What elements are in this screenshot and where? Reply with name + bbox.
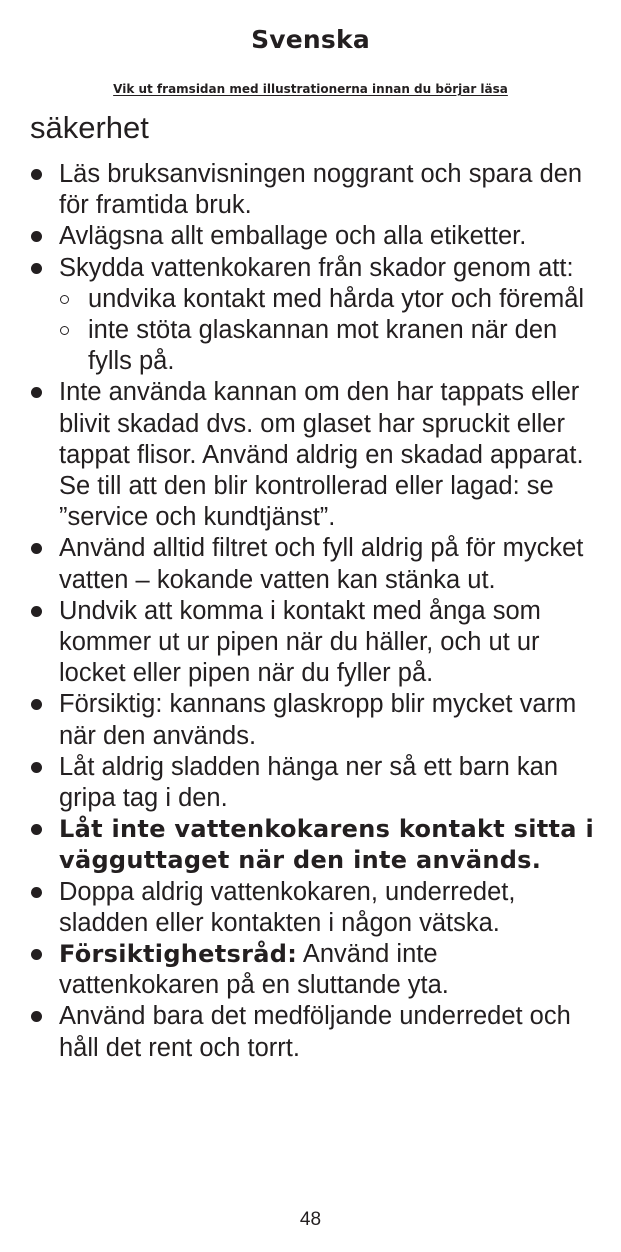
list-item	[30, 877, 600, 939]
bullet-icon	[31, 824, 42, 835]
list-item	[30, 1001, 600, 1063]
warning-text: Låt inte vattenkokarens kontakt sitta i vägguttaget när den inte används.	[59, 815, 594, 875]
list-item-text: Använd bara det medföljande underredet och håll det rent och torrt.	[59, 1002, 571, 1062]
list-item	[30, 752, 600, 814]
sub-list-item-text: undvika kontakt med hårda ytor och föremål	[88, 284, 585, 313]
sub-list	[59, 284, 600, 378]
list-item	[30, 533, 600, 595]
caution-label: Försiktighetsråd:	[59, 940, 298, 969]
list-item	[30, 253, 600, 378]
list-item-text: Avlägsna allt emballage och alla etiketter.	[59, 222, 527, 251]
list-item-warning	[30, 814, 600, 876]
page-number: 48	[299, 1209, 322, 1230]
list-item-text: Använd alltid filtret och fyll aldrig på för mycket vatten – kokande vatten kan stänka ut.	[59, 534, 584, 594]
list-item	[30, 939, 600, 1001]
bullet-icon	[31, 169, 42, 180]
bullet-icon	[31, 543, 42, 554]
list-item-text: Doppa aldrig vattenkokaren, underredet, sladden eller kontakten i någon vätska.	[59, 877, 516, 937]
list-item	[30, 221, 600, 252]
bullet-icon	[31, 231, 42, 242]
bullet-icon	[31, 887, 42, 898]
fold-out-instruction: Vik ut framsidan med illustrationerna innan du börjar läsa	[113, 82, 508, 96]
bullet-icon	[31, 387, 42, 398]
sub-list-item	[59, 284, 600, 315]
list-item-text: Läs bruksanvisningen noggrant och spara den för framtida bruk.	[59, 160, 583, 220]
bullet-icon	[31, 699, 42, 710]
list-item-text: Låt aldrig sladden hänga ner så ett barn kan gripa tag i den.	[59, 752, 559, 813]
list-item	[30, 377, 600, 533]
list-item-text: Skydda vattenkokaren från skador genom att:	[59, 253, 574, 282]
sub-list-item-text: inte stöta glaskannan mot kranen när den fylls på.	[88, 316, 558, 376]
bullet-icon	[31, 263, 42, 274]
safety-list	[30, 159, 600, 1064]
bullet-icon	[31, 762, 42, 773]
list-item	[30, 596, 600, 690]
list-item-text: Undvik att komma i kontakt med ånga som kommer ut ur pipen när du häller, och ut ur locket eller pipen när du fyller på.	[59, 596, 541, 688]
circle-bullet-icon	[60, 295, 69, 304]
circle-bullet-icon	[60, 326, 69, 335]
list-item	[30, 159, 600, 221]
list-item-text: Inte använda kannan om den har tappats eller blivit skadad dvs. om glaset har spruckit eller tappat flisor. Använd aldrig en skadad apparat. Se till att den blir kontrollerad eller lagad: se ”service och kundtjänst”.	[59, 378, 584, 532]
bullet-icon	[31, 606, 42, 617]
section-heading: säkerhet	[30, 110, 149, 145]
page-title: Svenska	[251, 25, 370, 54]
sub-list-item	[59, 315, 600, 377]
bullet-icon	[31, 1011, 42, 1022]
list-item	[30, 689, 600, 751]
list-item-text: Försiktig: kannans glaskropp blir mycket varm när den används.	[59, 690, 577, 750]
list-item-text: Använd inte vattenkokaren på en sluttande yta.	[59, 940, 449, 1000]
bullet-icon	[31, 949, 42, 960]
